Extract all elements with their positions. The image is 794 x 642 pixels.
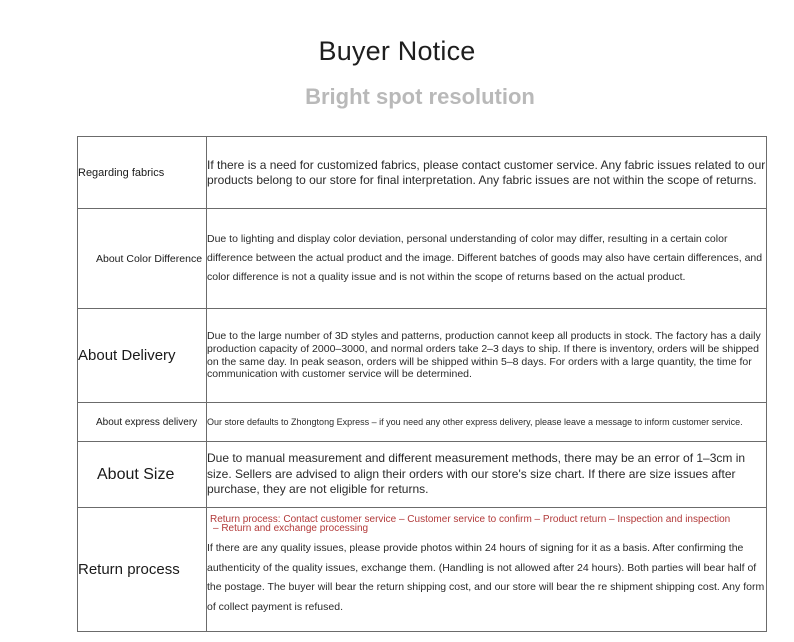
return-process-steps-line1: Return process: Contact customer service – Customer service to confirm – Product return – Inspection and inspection <box>210 514 731 525</box>
row-label-delivery: About Delivery <box>78 309 207 403</box>
row-text-fabrics: If there is a need for customized fabrics, please contact customer service. Any fabric issues related to our products belong to our store for final interpretation. Any fabric issues are not within the scope of returns. <box>207 137 767 209</box>
return-process-steps-line2: – Return and exchange processing <box>213 523 369 534</box>
row-label-color-difference: About Color Difference <box>78 209 207 309</box>
table-row <box>78 209 767 309</box>
row-text-delivery: Due to the large number of 3D styles and patterns, production cannot keep all products in stock. The factory has a daily production capacity of 2000–3000, and normal orders take 2–3 days to ship. If there is inventory, orders will be shipped on the same day. In peak season, orders will be shipped within 5–8 days. For orders with a large quantity, the time for communication with customer service will be determined. <box>207 309 767 403</box>
table-row <box>78 309 767 403</box>
page-title: Buyer Notice <box>318 36 476 66</box>
notice-table <box>77 136 767 632</box>
table-row <box>78 508 767 632</box>
table-row <box>78 442 767 508</box>
row-text-size: Due to manual measurement and different measurement methods, there may be an error of 1–3cm in size. Sellers are advised to align their orders with our store's size chart. If there are size issues after purchase, they are not eligible for returns. <box>207 442 767 508</box>
row-text-color-difference: Due to lighting and display color deviation, personal understanding of color may differ, resulting in a certain color difference between the actual product and the image. Different batches of goods may also have certain differences, and color difference is not a quality issue and is not within the scope of returns based on the actual product. <box>207 209 767 309</box>
row-label-return-process: Return process <box>78 508 207 632</box>
table-row <box>78 403 767 442</box>
row-label-size: About Size <box>78 442 207 508</box>
row-text-express: Our store defaults to Zhongtong Express – if you need any other express delivery, please leave a message to inform customer service. <box>207 403 767 442</box>
table-row <box>78 137 767 209</box>
return-process-steps <box>210 515 766 533</box>
row-text-return-process: If there are any quality issues, please provide photos within 24 hours of signing for it as a basis. After confirming the authenticity of the quality issues, exchange them. (Handling is not allowed after 24 hours). Both parties will bear half of the postage. The buyer will bear the return shipping cost, and our store will bear the re shipment shipping cost. Any form of collect payment is refused. <box>207 542 765 613</box>
row-content-return-process <box>207 508 767 632</box>
row-label-express: About express delivery <box>78 403 207 442</box>
row-label-fabrics: Regarding fabrics <box>78 137 207 209</box>
page-subtitle: Bright spot resolution <box>305 84 535 109</box>
